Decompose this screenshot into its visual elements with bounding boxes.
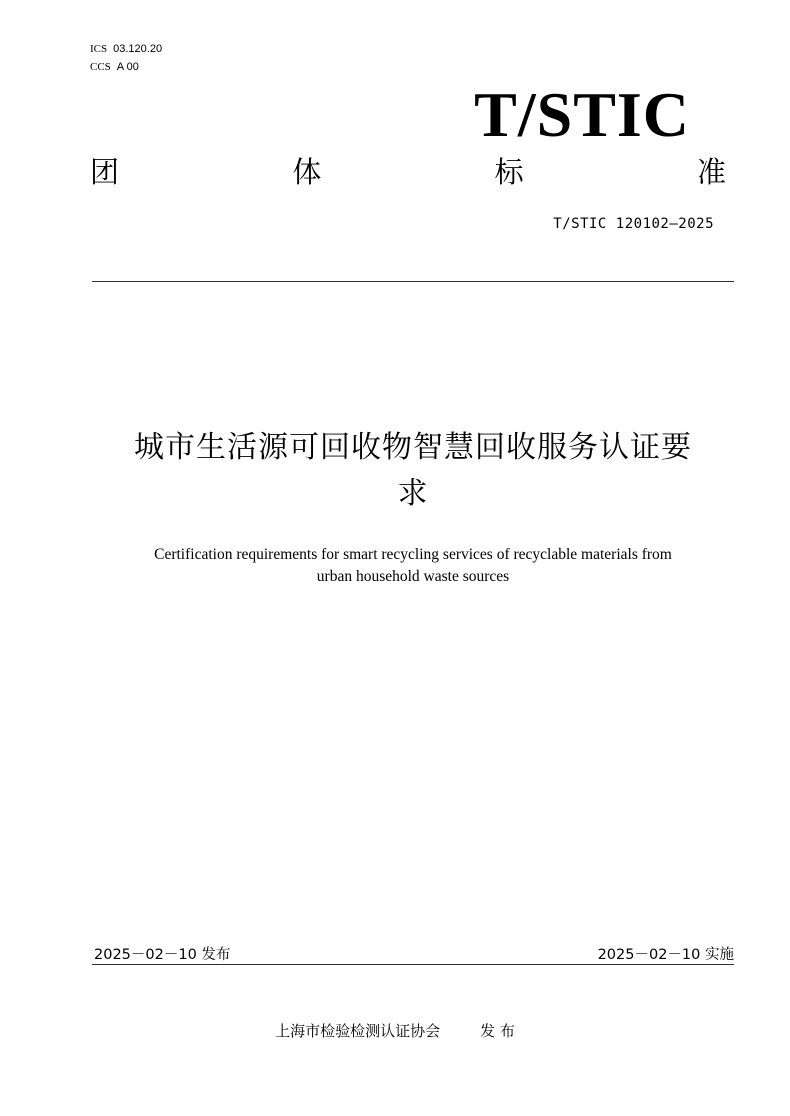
issue-date: 2025－02－10 发布 — [94, 947, 231, 963]
english-title-line-2: urban household waste sources — [316, 568, 510, 585]
ccs-code — [90, 58, 162, 76]
standard-type-char: 标 — [494, 155, 524, 189]
standard-type-char: 体 — [292, 155, 322, 189]
ics-value: 03.120.20 — [113, 43, 163, 55]
publisher-line — [0, 1020, 790, 1041]
standard-logo: T/STIC — [474, 79, 690, 150]
ccs-label: CCS — [90, 61, 111, 73]
chinese-title — [92, 425, 734, 517]
english-title — [92, 544, 734, 588]
chinese-title-line-1: 城市生活源可回收物智慧回收服务认证要 — [134, 430, 692, 465]
standard-type — [90, 153, 726, 191]
chinese-title-line-2: 求 — [397, 476, 429, 511]
english-title-line-1: Certification requirements for smart recycling services of recyclable materials from — [154, 546, 672, 563]
implementation-date: 2025－02－10 实施 — [597, 947, 734, 963]
classification-codes — [90, 40, 162, 76]
standard-type-char: 团 — [90, 155, 120, 189]
standard-number: T/STIC 120102—2025 — [553, 216, 714, 232]
bottom-divider — [92, 964, 734, 965]
publisher-action: 发 布 — [480, 1022, 515, 1040]
ics-label: ICS — [90, 43, 108, 55]
publisher-name: 上海市检验检测认证协会 — [275, 1022, 441, 1040]
top-divider — [92, 281, 734, 282]
ics-code — [90, 40, 162, 58]
ccs-value: A 00 — [116, 61, 139, 73]
standard-type-char: 准 — [696, 155, 726, 189]
